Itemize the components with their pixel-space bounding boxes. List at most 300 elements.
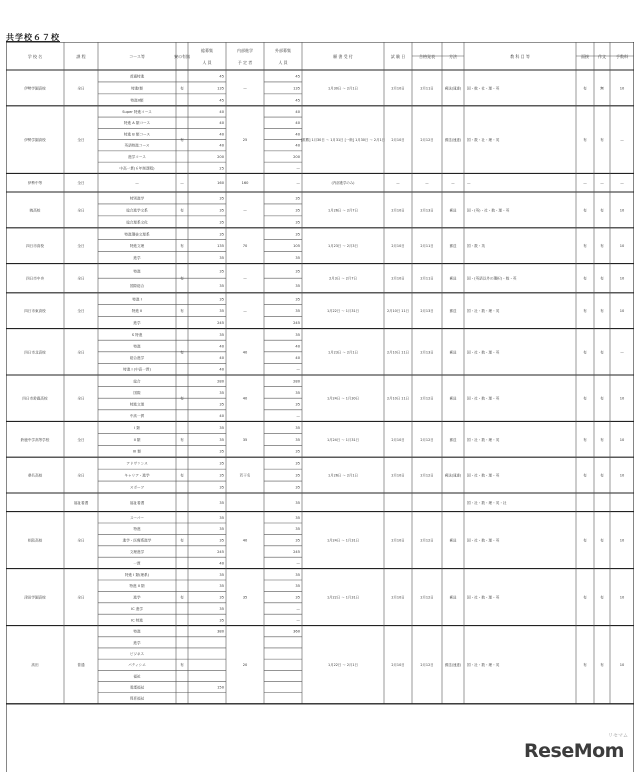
essay-flag: 有 [600,396,604,401]
application-period: (内部進学のみ) [331,181,355,186]
course-name: 特進 I 類(理系) [124,572,150,577]
essay-flag: 無 [600,86,604,91]
header-external: 外部募集 [275,48,291,53]
external-value: 35 [295,473,300,478]
course-name: 特進 II 類 [129,584,145,589]
header-division: 課 程 [76,54,86,59]
external-value: 35 [295,220,300,225]
external-value: 35 [295,437,300,442]
course-name: 特進 I (中高一貫) [123,367,151,372]
capacity-value: 35 [219,538,224,543]
internal-value: 35 [242,595,248,600]
school-name: 暁高校 [29,208,41,213]
internal-value: — [243,309,247,314]
announce-method: 郵送 [449,396,457,401]
external-value: 35 [295,332,300,337]
exam-date: 2月10日 [391,86,405,91]
internal-value: — [243,276,247,281]
announce-date: 2月13日 [420,208,434,213]
announce-date: 2月12日 [420,138,434,143]
essay-flag: 有 [600,309,604,314]
external-value: 35 [295,425,300,430]
course-name: 普通特進 [129,74,145,79]
exam-date: 2月10日 11日 [386,350,410,355]
course-name: Super 特進コース [122,109,152,114]
application-period: [推薦] 1月30日 〜 1月31日 [一般] 1月30日 〜 2月1日 [300,138,386,143]
capacity-value: 40 [219,561,224,566]
school-name: 四日市高校 [26,244,44,249]
division: 全日 [77,396,85,401]
header-school: 学 校 名 [27,54,43,59]
external-value: 35 [295,584,300,589]
dorm-flag: 有 [180,350,184,355]
capacity-value: 35 [219,461,224,466]
external-value: 45 [295,74,300,79]
external-value: 35 [295,500,300,505]
capacity-value: 35 [219,332,224,337]
fee-value: 10 [619,276,625,281]
announce-date: 2月12日 [420,437,434,442]
essay-flag: — [600,181,604,186]
course-name: 国際 [133,390,141,395]
capacity-value: 35 [219,527,224,532]
table-grid [6,42,634,772]
course-name: 進学 [133,321,141,326]
header-subjects: 教 科 目 等 [510,54,530,59]
announce-method: 郵送 [449,276,457,281]
external-value: 35 [295,449,300,454]
external-value: 35 [295,309,300,314]
header-capacity-sub: 人 員 [202,60,212,65]
external-value: 35 [295,196,300,201]
announce-method: 郵送(速達) [444,86,462,91]
exam-subjects: 国・社・数・理・英 [467,663,500,668]
exam-date: 2月10日 [391,473,405,478]
header-announce_method: 方法 [449,54,457,59]
capacity-value: 35 [219,607,224,611]
header-fee: 手数料 [616,54,628,59]
capacity-value: 40 [219,143,224,148]
announce-method: 郵送 [449,437,457,442]
fee-value: 10 [619,86,625,91]
header-internal: 内部進学 [237,48,253,53]
capacity-value: 200 [217,155,224,159]
interview-flag: 有 [583,276,587,281]
division: 全日 [77,86,85,91]
announce-date: 2月12日 [420,663,434,668]
capacity-value: 40 [219,367,224,372]
exam-subjects: 国・社・数・理・英 [467,309,500,314]
exam-date: 2月10日 [391,595,405,600]
capacity-value: 35 [219,437,224,442]
essay-flag: 有 [600,595,604,600]
header-course: コース等 [129,54,145,59]
dorm-flag: 有 [180,663,184,668]
internal-value: 40 [242,350,248,355]
announce-method: 郵送 [449,350,457,355]
capacity-value: 245 [217,321,224,326]
application-period: 1月23日 〜 2月1日 [328,350,358,355]
course-name: 特別進学 [129,196,145,201]
school-name: 高田 [31,663,39,668]
dorm-flag: 有 [180,473,184,478]
header-essay: 作文 [598,54,606,59]
course-name: 特進 [133,344,141,349]
course-name: 総合 [133,379,141,384]
division: 普通 [77,663,85,668]
course-name: 国際総合 [129,284,145,288]
fee-value: 10 [619,244,625,249]
exam-subjects: 国・数・社・理・英 [467,138,500,143]
course-name: 文理進学 [129,550,145,554]
course-name: 特進 [133,629,141,634]
course-name: 総合理系文化 [126,220,148,225]
capacity-value: 35 [219,584,224,589]
capacity-value: 380 [217,629,224,634]
capacity-value: 35 [219,256,224,261]
external-value: 35 [295,515,300,520]
internal-value: 35 [242,437,248,442]
division: 全日 [77,538,85,543]
course-name: 一貫 [133,561,141,566]
document-title: 共学校６７校 [6,33,60,42]
external-value: 35 [295,538,300,543]
announce-method: — [451,181,455,186]
capacity-value: 245 [217,550,224,554]
announce-method: 郵送(速達) [444,473,462,478]
external-value: 40 [295,344,300,349]
capacity-value: 35 [219,208,224,213]
external-value: 35 [295,297,300,302]
exam-date: 2月10日 11日 [386,309,410,314]
capacity-value: 35 [219,515,224,520]
course-name: 特進 B 類コース [123,132,151,137]
announce-method: 郵送(速達) [444,138,462,143]
interview-flag: 有 [583,595,587,600]
fee-value: 10 [619,309,625,314]
course-name: 進学 [133,640,141,645]
course-name: 特進文理 [129,402,145,407]
exam-subjects: 国・数・社・理・英 [467,86,500,91]
dorm-flag: 有 [180,437,184,442]
school-name: 伊勢中等 [27,181,43,186]
capacity-value: 35 [219,390,224,395]
essay-flag: 有 [600,473,604,478]
exam-subjects: 国・社・数・理・英 [467,595,500,600]
capacity-value: 40 [219,414,224,419]
capacity-value: 160 [217,181,224,186]
school-name: 松阪高校 [27,538,43,543]
school-name: 桑名高校 [27,473,43,478]
application-period: 1月30日 〜 2月1日 [328,86,358,91]
course-name: S 特進 [131,332,143,337]
course-name: I 類 [134,425,140,430]
capacity-value: 35 [219,220,224,225]
essay-flag: 有 [600,276,604,281]
announce-date: 2月11日 [420,276,434,281]
application-period: 1月26日 〜 2月1日 [328,473,358,478]
watermark-text: ReseMom [524,740,624,762]
division: 全日 [77,595,85,600]
application-period: 2月3日 〜 2月7日 [329,276,357,281]
interview-flag: 有 [583,663,587,668]
internal-value: 25 [242,138,248,143]
capacity-value: 35 [219,284,224,288]
division: 福祉看護 [73,500,89,505]
internal-value: 20 [242,663,248,668]
essay-flag: 有 [600,663,604,668]
essay-flag: 有 [600,437,604,442]
course-name: 中高一貫(６年制課程) [119,166,155,171]
essay-flag: 有 [600,138,604,143]
dorm-flag: 有 [180,244,184,249]
capacity-value: 35 [219,473,224,478]
course-name: キャリア・進学 [124,473,150,478]
interview-flag: 有 [583,396,587,401]
external-value: 35 [295,208,300,213]
course-name: 特進 II [131,309,143,314]
capacity-value: 35 [219,297,224,302]
essay-flag: 有 [600,244,604,249]
internal-value: 若干名 [239,473,251,478]
internal-value: 40 [242,396,248,401]
capacity-value: 280 [217,379,224,384]
fee-value: 10 [619,208,625,213]
capacity-value: 40 [219,121,224,126]
internal-value: 70 [242,244,248,249]
announce-method: 郵送 [449,208,457,213]
interview-flag: 有 [583,86,587,91]
external-value: 245 [293,321,300,326]
application-period: 1月26日 〜 2月7日 [328,208,358,213]
dorm-flag: 有 [180,138,184,143]
external-value: 40 [295,143,300,148]
exam-subjects: 国・(英語以外の選択)・数・英 [467,276,517,281]
capacity-value: 35 [219,232,224,237]
capacity-value: 35 [219,269,224,274]
course-name: 保育福祉 [129,696,145,701]
external-value: 360 [293,629,300,634]
division: 全日 [77,244,85,249]
resemom-logo [524,733,632,770]
exam-subjects: 国・社・数・理・英・社 [467,500,507,505]
capacity-value: 35 [219,309,224,314]
school-name: 四日市鈴鹿高校 [22,396,48,401]
capacity-value: 135 [217,244,224,249]
capacity-value: 35 [219,196,224,201]
fee-value: 10 [619,595,625,600]
exam-subjects: 国・社・数・理・英 [467,350,500,355]
course-name: 進学コース [128,155,146,159]
external-value: 135 [293,86,300,91]
course-name: 中高一貫 [129,414,145,419]
application-period: 1月24日 〜 1月31日 [326,538,360,543]
announce-date: 2月12日 [420,538,434,543]
external-value: 40 [295,109,300,114]
external-value: 105 [293,244,300,249]
fee-value: — [620,350,624,355]
fee-value: 10 [619,538,625,543]
announce-method: 郵送 [449,309,457,314]
capacity-value: 135 [217,86,224,91]
fee-value: 10 [619,437,625,442]
external-value: 35 [295,595,300,600]
fee-value: 10 [619,396,625,401]
external-value: 35 [295,232,300,237]
announce-date: 2月11日 [420,244,434,249]
header-internal-sub: 予 定 者 [237,60,253,65]
application-period: 1月22日 〜 2月1日 [328,663,358,668]
course-name: 看護福祉 [129,685,145,690]
external-value: 35 [295,284,300,288]
course-name: III 類 [133,449,141,454]
fee-value: 10 [619,663,625,668]
course-name: 進学 [133,595,141,600]
internal-value: 40 [242,538,248,543]
division: 全日 [77,437,85,442]
announce-date: 2月13日 [420,350,434,355]
division: 全日 [77,181,85,186]
announce-method: 郵送 [449,244,457,249]
capacity-value: 25 [219,166,224,171]
application-period: 1月23日 〜 2月3日 [328,244,358,249]
interview-flag: 有 [583,473,587,478]
external-value: 40 [295,132,300,137]
course-name: 特進I類 [131,86,143,91]
school-name: 四日市北高校 [24,350,46,355]
course-name: 英語特進コース [124,143,150,148]
dorm-flag: 有 [180,595,184,600]
capacity-value: 35 [219,572,224,577]
header-application: 願 書 受 付 [333,54,353,59]
dorm-flag: 有 [180,86,184,91]
external-value: 40 [295,356,300,361]
dorm-flag: 有 [180,538,184,543]
course-name: 特進選抜文理系 [124,232,150,237]
interview-flag: 有 [583,309,587,314]
fee-value: 10 [619,473,625,478]
division: 全日 [77,276,85,281]
exam-date: — [396,181,400,186]
header-announce: 合格発表 [419,54,435,59]
exam-subjects: 国・(英)・社・数・理・英 [467,208,510,213]
capacity-value: 45 [219,98,224,103]
capacity-value: 35 [219,618,224,623]
dorm-flag: 有 [180,309,184,314]
essay-flag: 有 [600,350,604,355]
application-period: 1月24日 〜 1月31日 [326,437,360,442]
external-value: — [296,561,300,566]
course-name: 特進II類 [130,98,144,103]
internal-value: — [243,86,247,91]
capacity-value: 35 [219,485,224,490]
course-name: 特進文理 [129,244,145,249]
external-value: — [296,181,300,186]
school-name: 津田学園高校 [24,595,46,600]
external-value: — [296,618,300,623]
exam-subjects: 国・社・数・理・英 [467,473,500,478]
external-value: 35 [295,485,300,490]
header-external-sub: 人 員 [278,60,288,65]
exam-subjects: 国・社・数・理・英 [467,538,500,543]
dorm-flag: — [180,181,184,186]
capacity-value: 35 [219,595,224,600]
school-name: 伊勢学園高校 [24,138,46,143]
capacity-value: 35 [219,425,224,430]
school-name: 伊勢学園高校 [24,86,46,91]
exam-subjects: — [467,181,471,186]
course-name: 総合進学文系 [126,208,148,213]
course-name: — [135,181,139,186]
external-value: 200 [293,155,300,159]
interview-flag: 有 [583,244,587,249]
header-interview: 面接 [581,54,589,59]
announce-date: 2月12日 [420,396,434,401]
course-name: 福祉看護 [129,500,145,505]
fee-value: — [620,181,624,186]
exam-subjects: 国・社・数・理・英 [467,396,500,401]
application-period: 1月22日 〜 1月31日 [326,309,360,314]
external-value: 45 [295,98,300,103]
interview-flag: 有 [583,350,587,355]
external-value: — [296,607,300,611]
course-name: 総合進学 [129,356,145,361]
course-name: ビジネス [129,652,145,657]
capacity-value: 45 [219,74,224,79]
exam-date: 2月10日 [391,437,405,442]
external-value: 280 [293,379,300,384]
capacity-value: 40 [219,109,224,114]
announce-date: 2月13日 [420,309,434,314]
course-name: 特進 [133,269,141,274]
internal-value: 160 [241,181,249,186]
division: 全日 [77,350,85,355]
internal-value: — [243,208,247,213]
course-name: 福祉 [133,674,141,679]
application-period: 1月24日 〜 1月30日 [326,396,360,401]
announce-date: 2月12日 [420,473,434,478]
course-name: パティシエ [128,663,146,668]
course-name: IC 特進 [131,618,143,623]
capacity-value: 35 [219,449,224,454]
external-value: 35 [295,390,300,395]
capacity-value: 35 [219,500,224,505]
announce-method: 郵送 [449,595,457,600]
capacity-value: 35 [219,402,224,407]
header-capacity: 総募集 [201,48,213,53]
school-name: 鈴鹿中学高等学校 [20,437,50,442]
course-name: スポーツ [129,485,145,490]
division: 全日 [77,473,85,478]
course-name: II 類 [133,437,141,442]
external-value: 245 [293,550,300,554]
course-name: アドヴァンス [126,461,148,466]
capacity-value: 40 [219,344,224,349]
external-value: 35 [295,527,300,532]
interview-flag: 有 [583,208,587,213]
dorm-flag: 有 [180,396,184,401]
interview-flag: 有 [583,538,587,543]
course-name: 特進 [133,527,141,532]
exam-date: 2月10日 [391,276,405,281]
announce-date: 2月11日 [420,86,434,91]
external-value: 35 [295,461,300,466]
announce-date: 2月12日 [420,595,434,600]
course-name: 特進 I [132,297,142,302]
division: 全日 [77,309,85,314]
capacity-value: 150 [217,685,224,690]
exam-subjects: 国・数・英 [467,244,485,249]
